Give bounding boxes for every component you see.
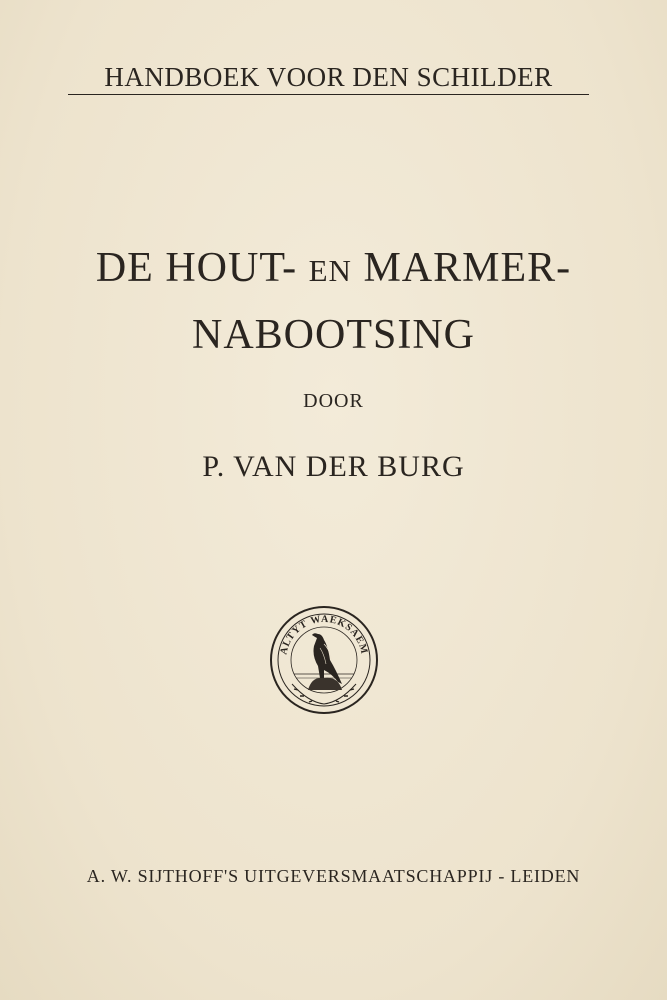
title-part-1: DE HOUT-: [95, 245, 298, 291]
title-conjunction: EN: [308, 253, 352, 288]
title-line-1: [0, 236, 667, 303]
publisher-line: A. W. SIJTHOFF'S UITGEVERSMAATSCHAPPIJ - LEIDEN: [86, 866, 581, 886]
book-title: [0, 236, 667, 367]
by-label: DOOR: [303, 390, 364, 412]
title-part-2: MARMER-: [363, 245, 572, 291]
eagle-emblem-icon: [268, 604, 380, 716]
author-name: P. VAN DER BURG: [202, 450, 465, 483]
series-title: HANDBOEK VOOR DEN SCHILDER: [68, 62, 589, 95]
title-line-2: NABOOTSING: [192, 312, 475, 358]
emblem-motto: ALTYT WAEKSAEM: [278, 613, 370, 656]
